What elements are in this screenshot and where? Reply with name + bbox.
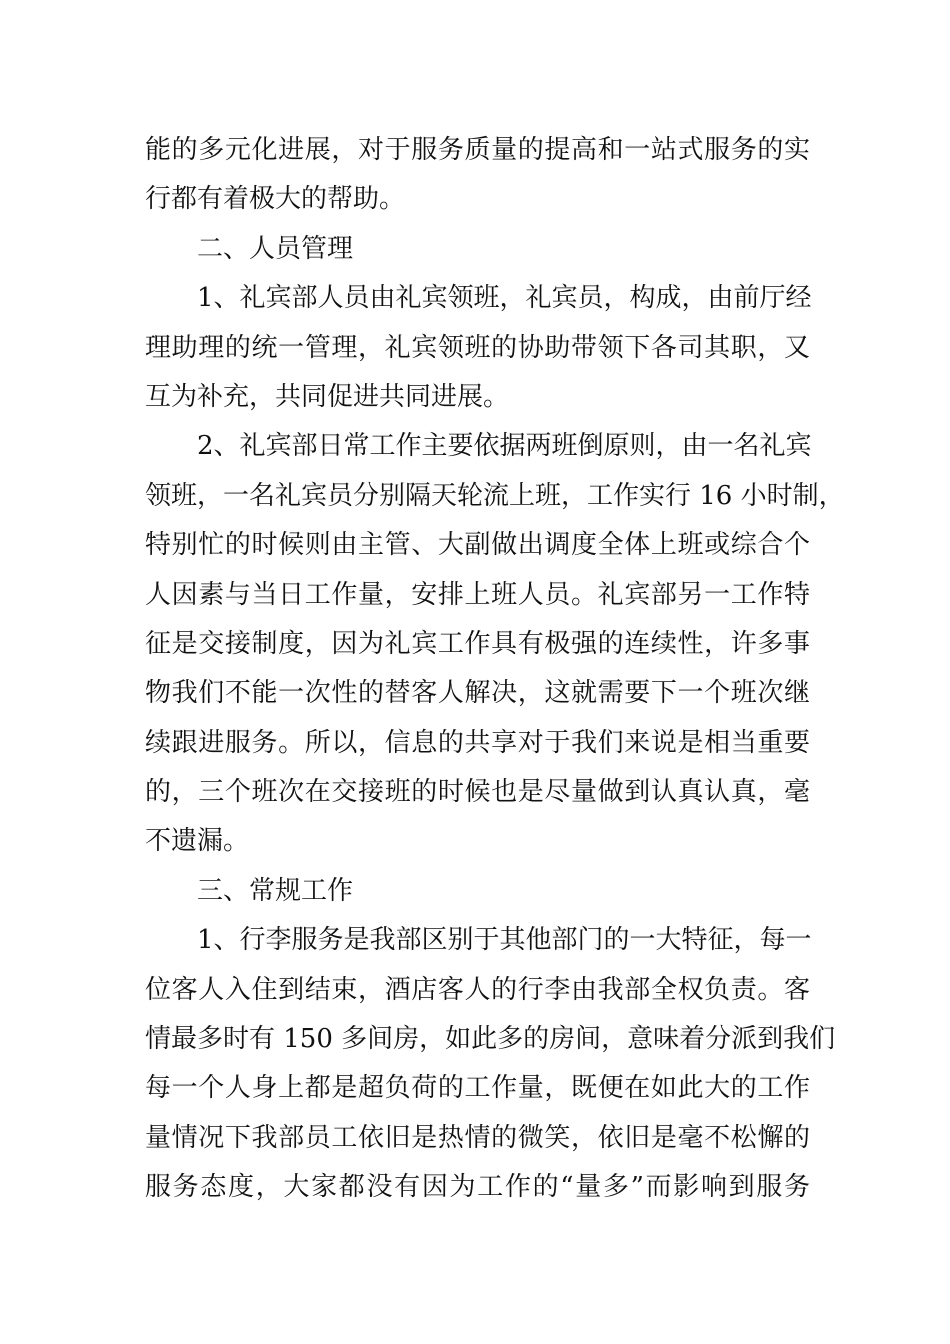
text-line: 人因素与当日工作量，安排上班人员。礼宾部另一工作特 [145,579,810,610]
text-line: 每一个人身上都是超负荷的工作量，既便在如此大的工作 [145,1073,810,1104]
text-line: 不遗漏。 [145,826,250,857]
section-heading: 三、常规工作 [197,875,354,906]
text-line: 1、礼宾部人员由礼宾领班，礼宾员，构成，由前厅经 [197,283,812,314]
document-body [145,126,845,1213]
text-line: 1、行李服务是我部区别于其他部门的一大特征，每一 [197,925,812,956]
text-line: 互为补充，共同促进共同进展。 [145,381,510,412]
text-line: 情最多时有 150 多间房，如此多的房间，意味着分派到我们 [145,1024,836,1055]
section-heading: 二、人员管理 [197,233,354,264]
text-line: 服务态度，大家都没有因为工作的“量多”而影响到服务 [145,1172,810,1203]
text-line: 续跟进服务。所以，信息的共享对于我们来说是相当重要 [145,727,810,758]
text-line: 物我们不能一次性的替客人解决，这就需要下一个班次继 [145,678,810,709]
text-line: 征是交接制度，因为礼宾工作具有极强的连续性，许多事 [145,628,810,659]
text-line: 特别忙的时候则由主管、大副做出调度全体上班或综合个 [145,530,810,561]
text-line: 位客人入住到结束，酒店客人的行李由我部全权负责。客 [145,974,810,1005]
text-line: 量情况下我部员工依旧是热情的微笑，依旧是毫不松懈的 [145,1122,810,1153]
text-line: 2、礼宾部日常工作主要依据两班倒原则，由一名礼宾 [197,431,812,462]
text-line: 能的多元化进展，对于服务质量的提高和一站式服务的实 [145,135,810,165]
text-line: 理助理的统一管理，礼宾领班的协助带领下各司其职，又 [145,332,810,363]
text-line: 的，三个班次在交接班的时候也是尽量做到认真认真，毫 [145,777,810,808]
text-line: 行都有着极大的帮助。 [145,184,406,215]
text-line: 领班，一名礼宾员分别隔天轮流上班，工作实行 16 小时制， [145,480,845,511]
